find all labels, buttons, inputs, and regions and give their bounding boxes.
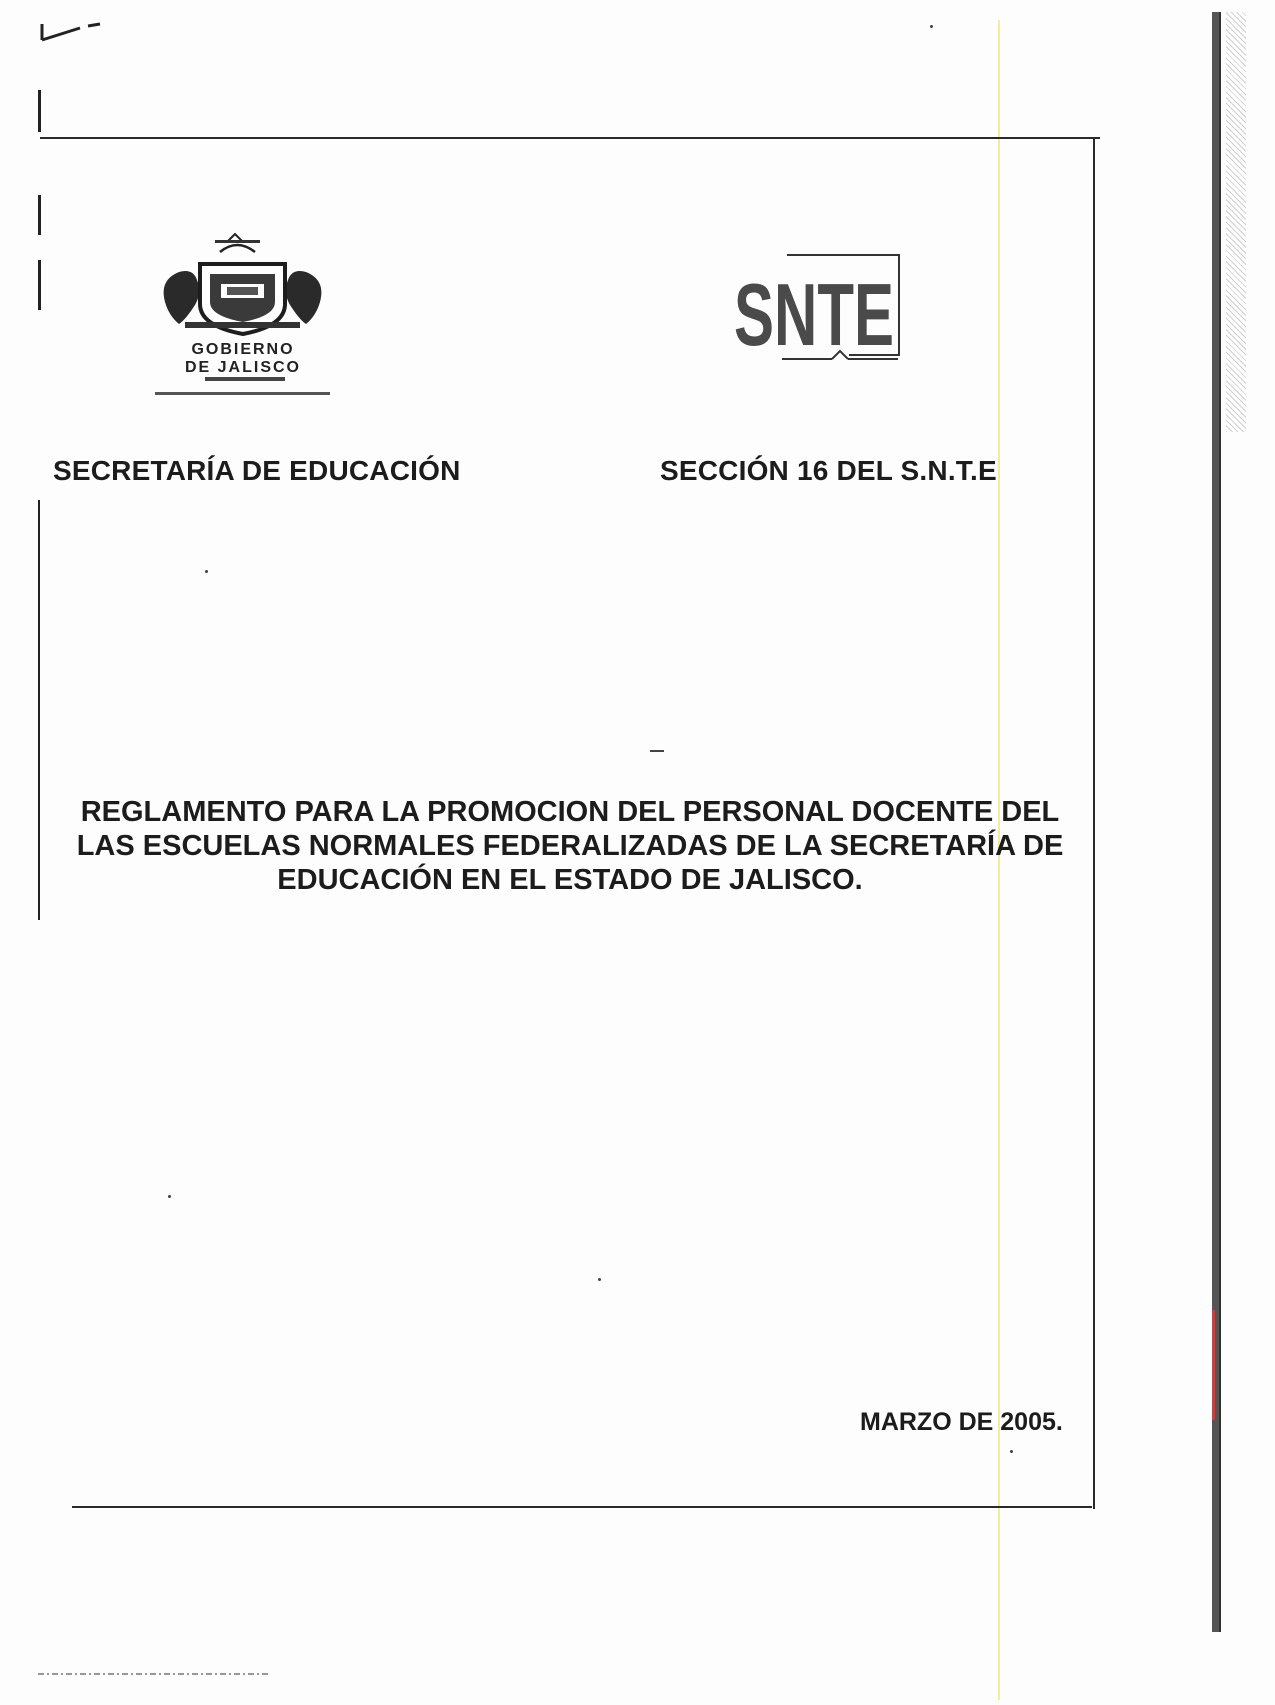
snte-logo-text: SNTE — [734, 265, 894, 364]
scan-mark — [40, 22, 110, 42]
frame-bottom-rule — [72, 1506, 1092, 1508]
scan-binding-accent — [1212, 1310, 1215, 1420]
frame-right-rule — [1093, 137, 1095, 1509]
logo-text-gobierno: GOBIERNO — [191, 341, 295, 358]
scan-dot — [168, 1195, 171, 1198]
scan-dot — [1010, 1450, 1013, 1453]
title-line: LAS ESCUELAS NORMALES FEDERALIZADAS DE LA SECRETARÍA DE — [76, 830, 1064, 862]
scan-edge-mark — [38, 260, 41, 310]
scan-edge-mark — [38, 90, 41, 132]
document-title — [50, 795, 1090, 897]
right-organization-heading: SECCIÓN 16 DEL S.N.T.E — [660, 455, 997, 486]
jalisco-coat-of-arms-icon — [155, 232, 330, 402]
title-line: EDUCACIÓN EN EL ESTADO DE JALISCO. — [277, 864, 863, 896]
left-organization-heading: SECRETARÍA DE EDUCACIÓN — [53, 455, 461, 486]
scan-dot — [650, 750, 664, 752]
scan-dot — [598, 1278, 601, 1281]
frame-top-rule — [40, 137, 1100, 139]
scan-edge-mark — [38, 500, 40, 920]
scan-dot — [205, 570, 208, 573]
title-line: REGLAMENTO PARA LA PROMOCION DEL PERSONAL DOCENTE DEL — [80, 796, 1060, 828]
scan-edge-mark — [38, 195, 41, 235]
snte-logo-icon — [732, 255, 902, 367]
document-date: MARZO DE 2005. — [860, 1408, 1063, 1436]
logo-text-de-jalisco: DE JALISCO — [184, 359, 302, 376]
scan-dot — [930, 25, 933, 28]
scan-noise-line — [38, 1668, 268, 1678]
scan-speckle — [1226, 12, 1246, 432]
